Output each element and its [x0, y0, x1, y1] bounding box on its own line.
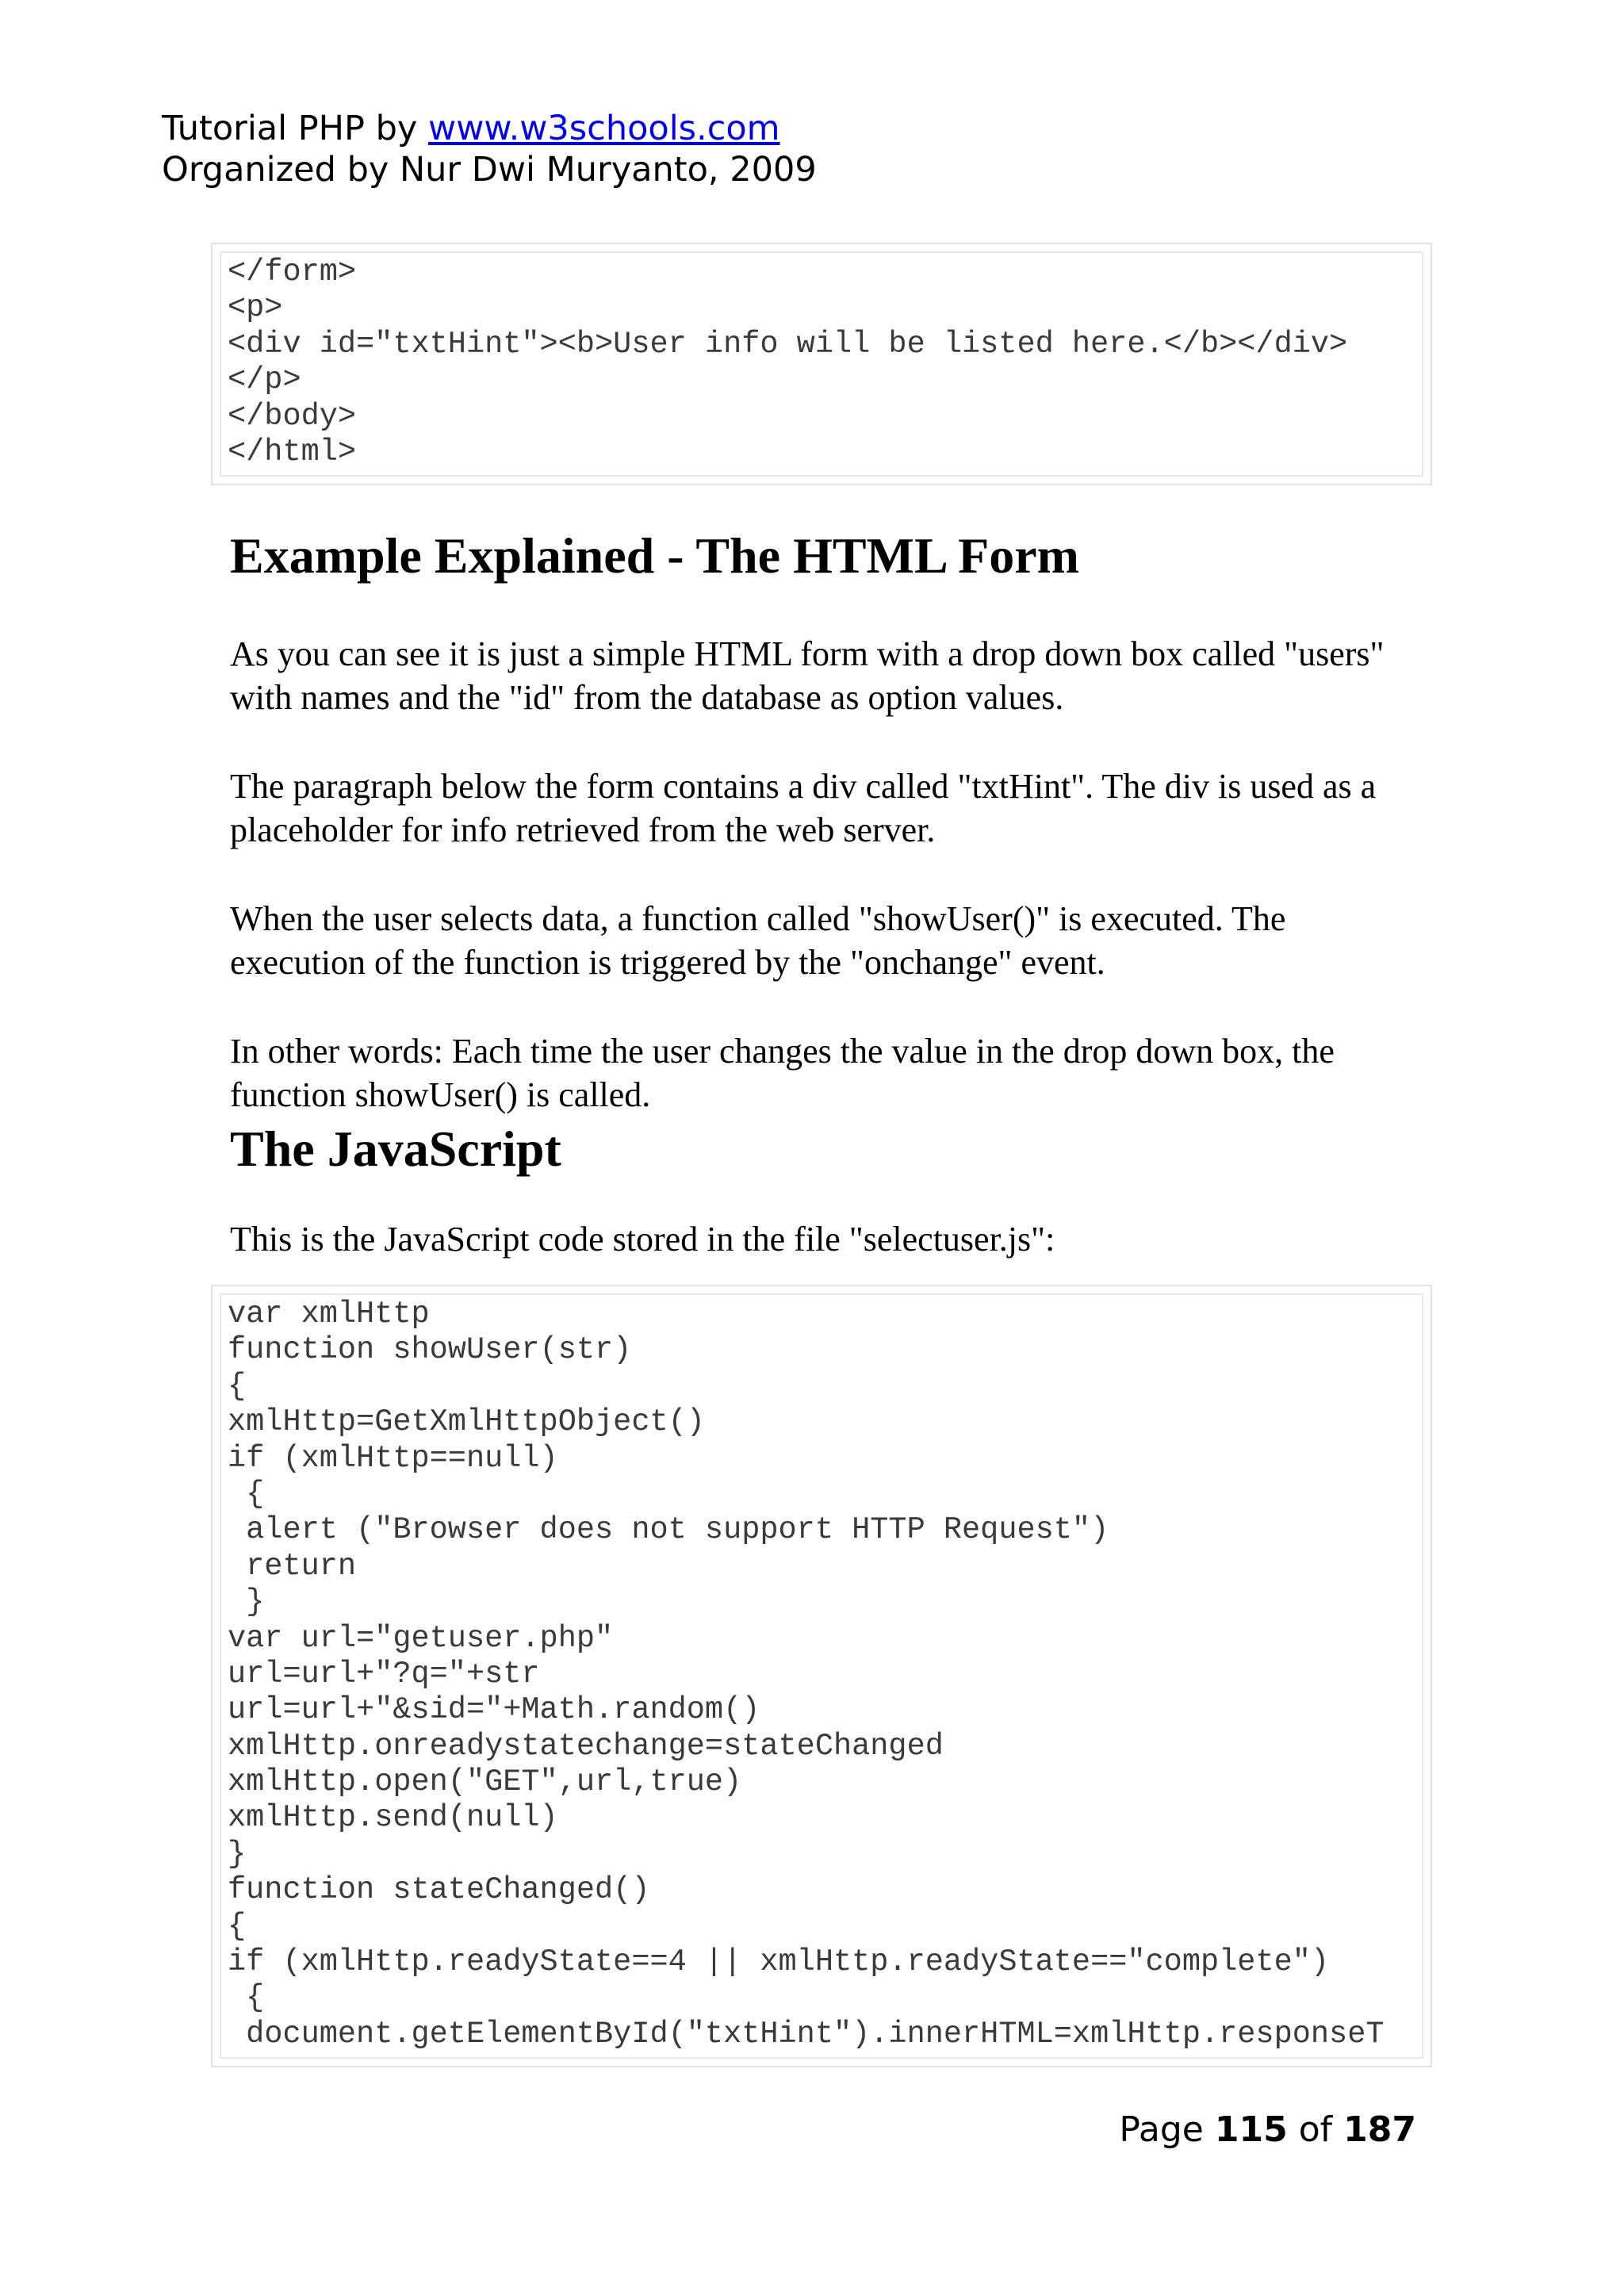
section-heading-html-form: Example Explained - The HTML Form	[230, 527, 1079, 584]
code-line: {	[228, 1368, 247, 1404]
code-line: url=url+"&sid="+Math.random()	[228, 1692, 760, 1728]
header-tutorial-text: Tutorial PHP by	[162, 109, 429, 148]
section-html-form	[230, 527, 1419, 1117]
header-line-1	[162, 108, 817, 149]
page-footer	[1119, 2109, 1416, 2150]
code-line: var xmlHttp	[228, 1297, 430, 1331]
code-line: {	[228, 1980, 265, 2016]
code-line: if (xmlHttp.readyState==4 || xmlHttp.readyState=="complete")	[228, 1944, 1330, 1980]
section-javascript	[230, 1121, 1419, 1261]
paragraph: The paragraph below the form contains a div called "txtHint". The div is used as a placeholder for info retrieved from the web server.	[230, 767, 1377, 849]
section-heading-javascript: The JavaScript	[230, 1121, 561, 1177]
paragraph: When the user selects data, a function called "showUser()" is executed. The execution of the function is triggered by the "onchange" event.	[230, 899, 1286, 982]
code-line: {	[228, 1476, 265, 1511]
code-line: function showUser(str)	[228, 1332, 632, 1368]
page-number: 115	[1214, 2109, 1288, 2150]
code-line: xmlHttp.onreadystatechange=stateChanged	[228, 1728, 944, 1764]
total-pages: 187	[1343, 2109, 1416, 2150]
code-line: <div id="txtHint"><b>User info will be listed here.</b></div>	[228, 326, 1348, 362]
code-line: var url="getuser.php"	[228, 1620, 614, 1656]
code-line: </html>	[228, 434, 357, 469]
w3schools-link[interactable]: www.w3schools.com	[428, 109, 780, 148]
code-line: </form>	[228, 255, 357, 289]
code-line: </p>	[228, 362, 301, 398]
code-line: document.getElementById("txtHint").innerHTML=xmlHttp.responseT	[228, 2016, 1385, 2052]
code-line: xmlHttp.send(null)	[228, 1800, 558, 1836]
code-line: <p>	[228, 290, 283, 326]
paragraph: In other words: Each time the user changes the value in the drop down box, the function showUser() is called.	[230, 1032, 1335, 1114]
code-line: }	[228, 1836, 247, 1872]
page-label: Page	[1119, 2109, 1204, 2150]
header-line-2: Organized by Nur Dwi Muryanto, 2009	[162, 150, 817, 190]
code-line: url=url+"?q="+str	[228, 1656, 540, 1692]
code-line: return	[228, 1548, 357, 1584]
code-line: </body>	[228, 398, 357, 434]
code-line: xmlHttp.open("GET",url,true)	[228, 1764, 742, 1800]
code-block-top	[211, 243, 1432, 485]
paragraph: This is the JavaScript code stored in the file "selectuser.js":	[230, 1220, 1055, 1259]
of-label: of	[1298, 2109, 1333, 2150]
page-header	[162, 108, 817, 190]
paragraph: As you can see it is just a simple HTML form with a drop down box called "users" with names and the "id" from the database as option values.	[230, 634, 1385, 717]
code-line: }	[228, 1584, 265, 1620]
code-line: function stateChanged()	[228, 1872, 650, 1908]
code-line: alert ("Browser does not support HTTP Request")	[228, 1512, 1109, 1548]
code-line: xmlHttp=GetXmlHttpObject()	[228, 1404, 705, 1440]
code-line: if (xmlHttp==null)	[228, 1440, 558, 1476]
code-line: {	[228, 1908, 247, 1944]
code-block-javascript	[211, 1285, 1432, 2067]
